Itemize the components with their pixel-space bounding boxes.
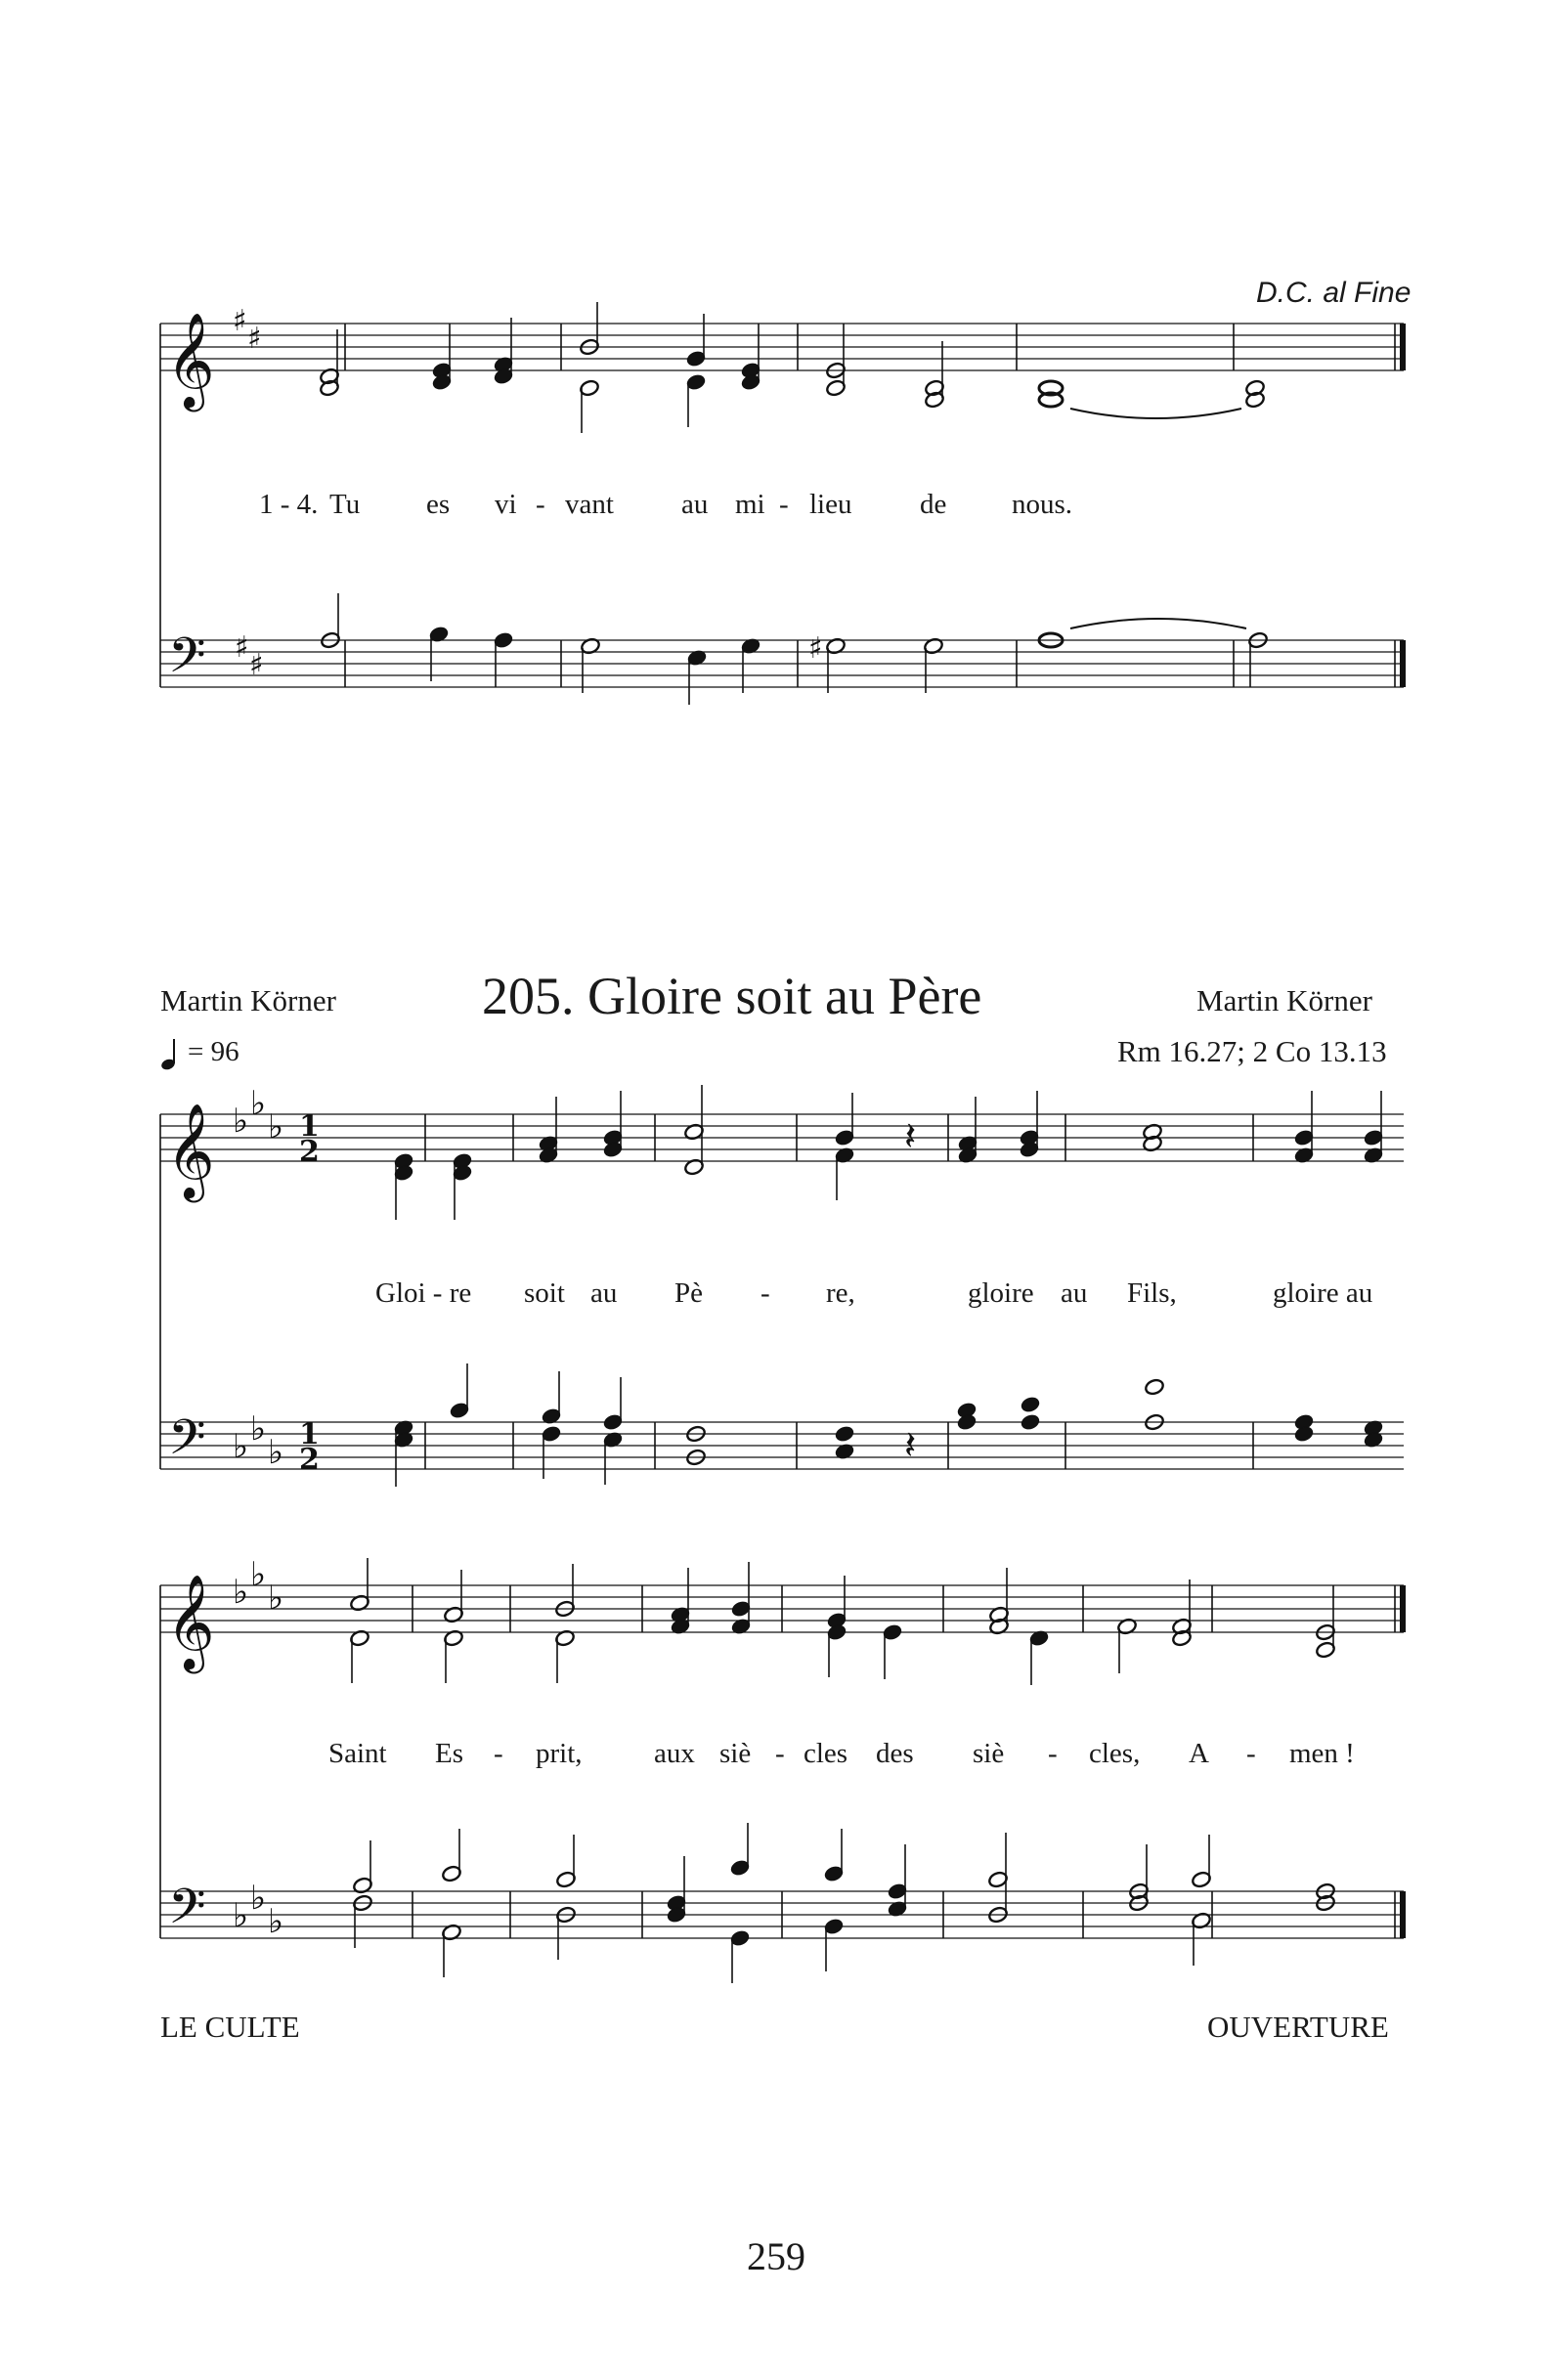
flat-icon: ♭ bbox=[268, 1433, 284, 1472]
time-signature-bottom: 2 bbox=[299, 1135, 320, 1169]
da-capo-direction: D.C. al Fine bbox=[1256, 277, 1412, 309]
lyric-syllable: Gloi - re bbox=[375, 1277, 472, 1309]
lyric-hyphen: - bbox=[494, 1738, 503, 1769]
half-notehead bbox=[1144, 1378, 1165, 1397]
lyric-syllable: Tu bbox=[329, 489, 361, 520]
lyric-syllable: Saint bbox=[328, 1738, 387, 1769]
words-author: Martin Körner bbox=[160, 983, 336, 1017]
footer-section-right: OUVERTURE bbox=[1207, 2010, 1389, 2044]
lyric-syllable: siè bbox=[973, 1738, 1005, 1769]
lyric-hyphen: - bbox=[536, 489, 545, 520]
flat-icon: ♭ bbox=[268, 1579, 284, 1618]
final-barline bbox=[1400, 640, 1406, 687]
quarter-note-icon bbox=[160, 1037, 182, 1070]
lyric-syllable: gloire bbox=[968, 1277, 1034, 1309]
final-barline bbox=[1400, 1585, 1406, 1632]
lyric-hyphen: - bbox=[1048, 1738, 1058, 1769]
lyric-syllable: prit, bbox=[536, 1738, 583, 1769]
notes bbox=[319, 302, 1384, 1983]
flat-icon: ♭ bbox=[233, 1102, 249, 1141]
time-signature-bottom: 2 bbox=[299, 1443, 320, 1477]
lyric-syllable: lieu bbox=[809, 489, 852, 520]
lyric-syllable: vant bbox=[565, 489, 614, 520]
lyric-syllable: men ! bbox=[1289, 1738, 1355, 1769]
flat-icon: ♭ bbox=[250, 1084, 267, 1123]
quarter-notehead bbox=[1020, 1413, 1041, 1432]
flat-icon: ♭ bbox=[233, 1896, 249, 1935]
lyric-syllable: nous. bbox=[1012, 489, 1073, 520]
music-author: Martin Körner bbox=[1196, 983, 1372, 1017]
lyric-syllable: cles bbox=[804, 1738, 848, 1769]
bass-clef-icon: 𝄢 bbox=[168, 627, 206, 696]
lyric-syllable: de bbox=[920, 489, 947, 520]
quarter-notehead bbox=[834, 1425, 855, 1444]
quarter-rest-icon: 𝄽 bbox=[904, 1114, 917, 1159]
lyric-syllable: es bbox=[426, 489, 451, 520]
flat-icon: ♭ bbox=[268, 1902, 284, 1941]
tie bbox=[1070, 409, 1241, 418]
lyric-hyphen: - bbox=[779, 489, 789, 520]
sharp-icon: ♯ bbox=[808, 631, 823, 666]
bass-clef-icon: 𝄢 bbox=[168, 1879, 206, 1947]
flat-icon: ♭ bbox=[233, 1427, 249, 1466]
lyric-syllable: Pè bbox=[674, 1277, 703, 1309]
hymn-title: 205. Gloire soit au Père bbox=[482, 967, 982, 1025]
lyric-syllable: 1 - 4. bbox=[259, 489, 319, 520]
tempo-value: = 96 bbox=[188, 1036, 239, 1067]
final-barline bbox=[1400, 1891, 1406, 1938]
treble-clef-icon: 𝄞 bbox=[166, 1103, 215, 1198]
lyric-syllable: au bbox=[1061, 1277, 1088, 1309]
treble-clef-icon: 𝄞 bbox=[166, 1574, 215, 1669]
lyric-syllable: mi bbox=[735, 489, 765, 520]
lyric-syllable: gloire au bbox=[1273, 1277, 1373, 1309]
staff-systems bbox=[160, 304, 1406, 1947]
scripture-reference: Rm 16.27; 2 Co 13.13 bbox=[1117, 1034, 1387, 1068]
lyric-syllable: A bbox=[1189, 1738, 1209, 1769]
tempo-marking bbox=[160, 1036, 239, 1070]
lyric-syllable: soit bbox=[524, 1277, 565, 1309]
sharp-icon: ♯ bbox=[249, 648, 264, 682]
time-signature-top: 1 bbox=[299, 1109, 320, 1144]
lyric-hyphen: - bbox=[775, 1738, 785, 1769]
lyric-syllable: vi bbox=[495, 489, 517, 520]
lyric-hyphen: - bbox=[760, 1277, 770, 1309]
lyric-syllable: re, bbox=[826, 1277, 855, 1309]
lyric-syllable: au bbox=[590, 1277, 618, 1309]
lyric-syllable: des bbox=[876, 1738, 914, 1769]
sharp-icon: ♯ bbox=[247, 322, 262, 356]
flat-icon: ♭ bbox=[233, 1573, 249, 1612]
quarter-rest-icon: 𝄽 bbox=[904, 1423, 917, 1468]
lyric-syllable: Fils, bbox=[1127, 1277, 1177, 1309]
time-signature-top: 1 bbox=[299, 1417, 320, 1451]
quarter-notehead bbox=[1020, 1396, 1041, 1414]
flat-icon: ♭ bbox=[250, 1879, 267, 1918]
lyric-syllable: aux bbox=[654, 1738, 695, 1769]
final-barline bbox=[1400, 324, 1406, 370]
flat-icon: ♭ bbox=[250, 1409, 267, 1449]
lyric-syllable: cles, bbox=[1089, 1738, 1141, 1769]
lyric-syllable: au bbox=[681, 489, 709, 520]
lyric-syllable: siè bbox=[719, 1738, 752, 1769]
flat-icon: ♭ bbox=[250, 1555, 267, 1594]
treble-clef-icon: 𝄞 bbox=[166, 312, 215, 408]
page-number: 259 bbox=[747, 2234, 805, 2278]
tie bbox=[1070, 619, 1246, 628]
sharp-icon: ♯ bbox=[235, 630, 249, 665]
sharp-icon: ♯ bbox=[233, 304, 247, 338]
lyric-hyphen: - bbox=[1246, 1738, 1256, 1769]
footer-section-left: LE CULTE bbox=[160, 2010, 300, 2044]
bass-clef-icon: 𝄢 bbox=[168, 1409, 206, 1478]
lyric-syllable: Es bbox=[435, 1738, 463, 1769]
flat-icon: ♭ bbox=[268, 1107, 284, 1147]
